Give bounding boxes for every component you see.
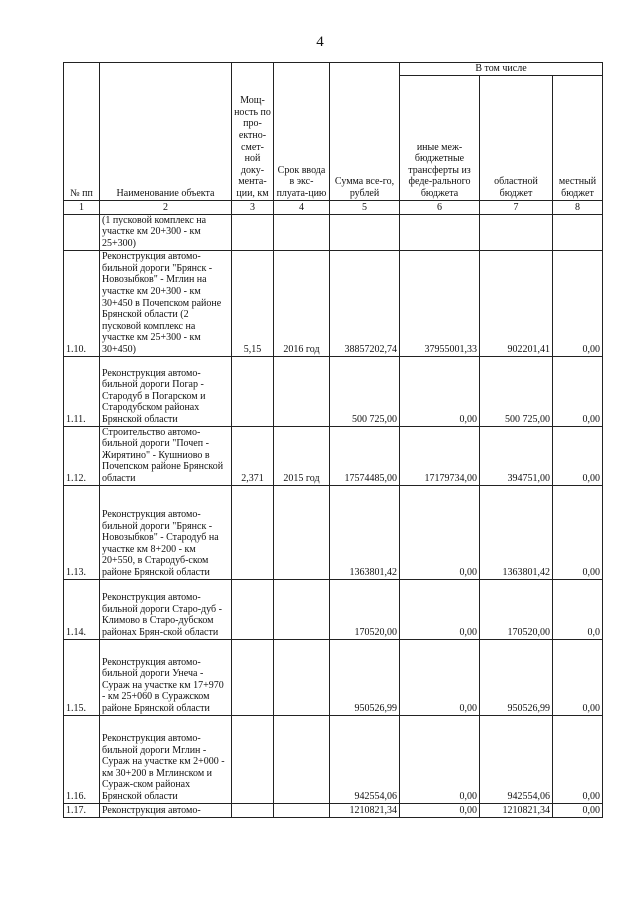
capacity-cell bbox=[232, 214, 274, 250]
capacity-cell bbox=[232, 579, 274, 639]
object-name: Реконструкция автомо- bbox=[100, 803, 232, 817]
total-sum: 38857202,74 bbox=[330, 250, 400, 356]
local-budget: 0,0 bbox=[553, 579, 603, 639]
capacity-cell bbox=[232, 639, 274, 715]
total-sum: 500 725,00 bbox=[330, 356, 400, 426]
page-number: 4 bbox=[316, 34, 324, 50]
regional-budget: 500 725,00 bbox=[480, 356, 553, 426]
capacity-cell: 5,15 bbox=[232, 250, 274, 356]
object-name: Строительство автомо-бильной дороги "Почеп - Жирятино" - Кушниово в Почепском районе Брянской области bbox=[100, 426, 232, 485]
row-number: 1.12. bbox=[64, 426, 100, 485]
table-row bbox=[64, 250, 603, 356]
table-row bbox=[64, 214, 603, 250]
object-name: (1 пусковой комплекс на участке км 20+300 - км 25+300) bbox=[100, 214, 232, 250]
total-sum bbox=[330, 214, 400, 250]
term-cell: 2015 год bbox=[274, 426, 330, 485]
federal-transfers: 0,00 bbox=[400, 579, 480, 639]
local-budget: 0,00 bbox=[553, 715, 603, 803]
object-name: Реконструкция автомо-бильной дороги Унеча - Сураж на участке км 17+970 - км 25+060 в Суражском районе Брянской области bbox=[100, 639, 232, 715]
term-cell: 2016 год bbox=[274, 250, 330, 356]
row-number: 1.11. bbox=[64, 356, 100, 426]
table-row bbox=[64, 715, 603, 803]
column-number: 4 bbox=[274, 200, 330, 214]
term-cell bbox=[274, 715, 330, 803]
header-federal: иные меж-бюджетные трансферты из феде-рального бюджета bbox=[400, 75, 480, 200]
local-budget: 0,00 bbox=[553, 485, 603, 579]
federal-transfers: 0,00 bbox=[400, 803, 480, 817]
column-number: 6 bbox=[400, 200, 480, 214]
header-regional: областной бюджет bbox=[480, 75, 553, 200]
table-row bbox=[64, 356, 603, 426]
term-cell bbox=[274, 803, 330, 817]
regional-budget: 394751,00 bbox=[480, 426, 553, 485]
regional-budget: 942554,06 bbox=[480, 715, 553, 803]
row-number: 1.17. bbox=[64, 803, 100, 817]
local-budget: 0,00 bbox=[553, 639, 603, 715]
object-name: Реконструкция автомо-бильной дороги Старо-дуб - Климово в Старо-дубском районах Брян-ской области bbox=[100, 579, 232, 639]
local-budget: 0,00 bbox=[553, 356, 603, 426]
row-number: 1.13. bbox=[64, 485, 100, 579]
total-sum: 942554,06 bbox=[330, 715, 400, 803]
object-name: Реконструкция автомо-бильной дороги Мглин - Сураж на участке км 2+000 - км 30+200 в Мглинском и Сураж-ском районах Брянской области bbox=[100, 715, 232, 803]
capacity-cell bbox=[232, 715, 274, 803]
federal-transfers: 0,00 bbox=[400, 639, 480, 715]
object-name: Реконструкция автомо-бильной дороги Погар - Стародуб в Погарском и Стародубском районах Брянской области bbox=[100, 356, 232, 426]
table-row bbox=[64, 803, 603, 817]
term-cell bbox=[274, 214, 330, 250]
regional-budget: 1363801,42 bbox=[480, 485, 553, 579]
header-name: Наименование объекта bbox=[100, 63, 232, 201]
capacity-cell bbox=[232, 803, 274, 817]
header-local: местный бюджет bbox=[553, 75, 603, 200]
federal-transfers: 17179734,00 bbox=[400, 426, 480, 485]
regional-budget: 1210821,34 bbox=[480, 803, 553, 817]
term-cell bbox=[274, 356, 330, 426]
table-row bbox=[64, 639, 603, 715]
row-number: 1.16. bbox=[64, 715, 100, 803]
row-number: 1.14. bbox=[64, 579, 100, 639]
capacity-cell: 2,371 bbox=[232, 426, 274, 485]
column-number: 2 bbox=[100, 200, 232, 214]
local-budget: 0,00 bbox=[553, 250, 603, 356]
local-budget: 0,00 bbox=[553, 803, 603, 817]
objects-table bbox=[63, 62, 603, 818]
total-sum: 1363801,42 bbox=[330, 485, 400, 579]
row-number: 1.10. bbox=[64, 250, 100, 356]
regional-budget bbox=[480, 214, 553, 250]
local-budget bbox=[553, 214, 603, 250]
capacity-cell bbox=[232, 356, 274, 426]
total-sum: 17574485,00 bbox=[330, 426, 400, 485]
object-name: Реконструкция автомо-бильной дороги "Брянск - Новозыбков" - Мглин на участке км 20+300 - км 30+450 в Почепском районе Брянской области (2 пусковой комплекс на участке км 25+300 - км 30+450) bbox=[100, 250, 232, 356]
federal-transfers: 0,00 bbox=[400, 715, 480, 803]
column-number: 8 bbox=[553, 200, 603, 214]
row-number: 1.15. bbox=[64, 639, 100, 715]
header-num: № пп bbox=[64, 63, 100, 201]
table-row bbox=[64, 485, 603, 579]
term-cell bbox=[274, 485, 330, 579]
federal-transfers bbox=[400, 214, 480, 250]
local-budget: 0,00 bbox=[553, 426, 603, 485]
column-numbers-row bbox=[64, 200, 603, 214]
regional-budget: 902201,41 bbox=[480, 250, 553, 356]
column-number: 7 bbox=[480, 200, 553, 214]
table-row bbox=[64, 579, 603, 639]
table-row bbox=[64, 426, 603, 485]
federal-transfers: 0,00 bbox=[400, 485, 480, 579]
header-including: В том числе bbox=[400, 63, 603, 76]
header-total: Сумма все-го, рублей bbox=[330, 63, 400, 201]
total-sum: 950526,99 bbox=[330, 639, 400, 715]
total-sum: 170520,00 bbox=[330, 579, 400, 639]
term-cell bbox=[274, 579, 330, 639]
term-cell bbox=[274, 639, 330, 715]
federal-transfers: 37955001,33 bbox=[400, 250, 480, 356]
column-number: 5 bbox=[330, 200, 400, 214]
header-capacity: Мощ-ность по про-ектно-смет-ной доку-мента-ции, км bbox=[232, 63, 274, 201]
federal-transfers: 0,00 bbox=[400, 356, 480, 426]
header-term: Срок ввода в экс-плуата-цию bbox=[274, 63, 330, 201]
row-number bbox=[64, 214, 100, 250]
regional-budget: 170520,00 bbox=[480, 579, 553, 639]
capacity-cell bbox=[232, 485, 274, 579]
column-number: 3 bbox=[232, 200, 274, 214]
column-number: 1 bbox=[64, 200, 100, 214]
object-name: Реконструкция автомо-бильной дороги "Брянск - Новозыбков" - Стародуб на участке км 8+200 - км 20+550, в Стародуб-ском районе Брянской области bbox=[100, 485, 232, 579]
total-sum: 1210821,34 bbox=[330, 803, 400, 817]
regional-budget: 950526,99 bbox=[480, 639, 553, 715]
